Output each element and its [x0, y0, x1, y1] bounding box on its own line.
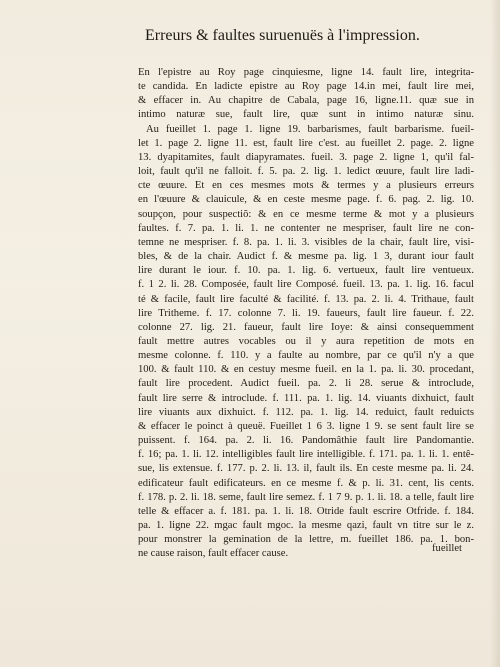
catchword: fueillet — [432, 543, 463, 554]
text-line: & effacer in. Au chapitre de Cabala, page 16, ligne.11. quæ sue in — [138, 95, 474, 107]
text-line: cte œuure. Et en ces mesmes mots & termes y a plusieurs erreurs — [138, 180, 474, 192]
errata-text — [138, 66, 474, 561]
page-edge-shadow — [490, 0, 500, 667]
text-line: fault lire serre & introclude. f. 111. pa. 1. lig. 14. viuants dixhuict, fault — [138, 392, 474, 404]
text-line: En l'epistre au Roy page cinquiesme, ligne 14. fault lire, integrita- — [138, 67, 474, 78]
text-line: loit, fault qu'il ne falloit. f. 5. pa. 2. lig. 1. ledict œuure, fault lire ladi- — [138, 166, 474, 178]
text-line: en l'œuure & clauicule, & en ceste mesme page. f. 6. pag. 2. lig. 10. — [138, 194, 474, 206]
text-line: ne cause raison, fault effacer cause. — [138, 548, 289, 560]
text-line: puissent. f. 164. pa. 2. li. 16. Pandomâthie fault lire Pandomantie. — [138, 435, 474, 447]
text-line: & effacer le poinct à queuë. Fueillet 1 6 3. ligne 1 9. se sent fault lire se — [138, 420, 474, 432]
text-line: telle & effacer a. f. 181. pa. 1. li. 18. Otride fault escrire Otfride. f. 184. — [138, 505, 474, 517]
text-line: f. 16; pa. 1. li. 12. intelligibles fault lire intelligible. f. 171. pa. 1. li. 1. entê- — [138, 449, 474, 461]
text-line: let 1. page 2. ligne 11. est, fault lire c'est. au fueillet 2. page. 2. ligne — [138, 137, 474, 149]
text-line: Au fueillet 1. page 1. ligne 19. barbarismes, fault barbarisme. fueil- — [146, 123, 474, 135]
text-line: 100. & fault 110. & en cestuy mesme fueil. en la 1. pa. li. 30. procedant, — [138, 364, 474, 376]
text-line: fault mettre autres vocables ou il y aura repetition de mots en — [138, 335, 474, 347]
text-line: faultes. f. 7. pa. 1. li. 1. ne contenter ne mespriser, fault lire ne con- — [138, 222, 474, 234]
text-line: 13. dyapitamites, fault diapyramates. fueil. 3. page 2. ligne 1, qu'il fal- — [138, 151, 474, 163]
text-line: té & facile, fault lire faculté & facilité. f. 13. pa. 2. li. 4. Trithaue, fault — [138, 293, 474, 305]
text-line: temne ne mespriser. f. 8. pa. 1. li. 3. visibles de la chair, fault lire, visi- — [138, 236, 474, 248]
text-line: te candida. En ladicte epistre au Roy page 14.in mei, fault lire mei, — [138, 81, 474, 93]
text-line: pour monstrer la gemination de la lettre, m. fueillet 186. pa. 1. bon- — [138, 534, 474, 546]
text-line: lire durant le iour. f. 10. pa. 1. lig. 6. vertueux, fault lire ventueux. — [138, 265, 474, 277]
text-line: lire Tritheme. f. 17. colonne 7. li. 19. faueurs, fault lire faueur. f. 22. — [138, 307, 474, 319]
text-line: intimo naturæ sue, fault lire, quæ sunt in intimo naturæ sinu. — [138, 109, 474, 121]
text-line: bles, & de la chair. Audict f. & mesme pa. lig. 1 3, durant iour fault — [138, 251, 474, 263]
text-line: soupçon, pour suspectiõ: & en ce mesme terme & mot y a plusieurs — [138, 208, 474, 220]
text-line: edificateur fault edificateurs. en ce mesme f. & p. li. 31. cent, lis cents. — [138, 477, 474, 489]
text-line: sue, lis extensue. f. 177. p. 2. li. 13. il, fault ils. En ceste mesme pa. li. 24. — [138, 463, 474, 475]
text-line: mesme colonne. f. 110. y a faulte au nombre, par ce qu'il n'y a que — [138, 350, 474, 362]
text-line: pa. 1. ligne 22. mgac fault mgoc. la mesme qazi, fault vn titre sur le z. — [138, 520, 474, 531]
text-line: lire viuants aux dixhuict. f. 112. pa. 1. lig. 14. reduict, fault reduicts — [138, 406, 474, 418]
text-line: colonne 27. lig. 21. faueur, fault lire Ioye: & ainsi consequemment — [138, 321, 474, 333]
page-title: Erreurs & faultes suruenuës à l'impression. — [145, 27, 420, 44]
text-line: f. 1 2. li. 28. Composée, fault lire Composé. fueil. 13. pa. 1. lig. 16. facul — [138, 279, 474, 291]
text-line: f. 178. p. 2. li. 18. seme, fault lire semez. f. 1 7 9. p. 1. li. 18. a telle, fault lire — [138, 491, 474, 503]
text-line: fault lire procedent. Audict fueil. pa. 2. li 28. serue & introclude, — [138, 378, 474, 390]
